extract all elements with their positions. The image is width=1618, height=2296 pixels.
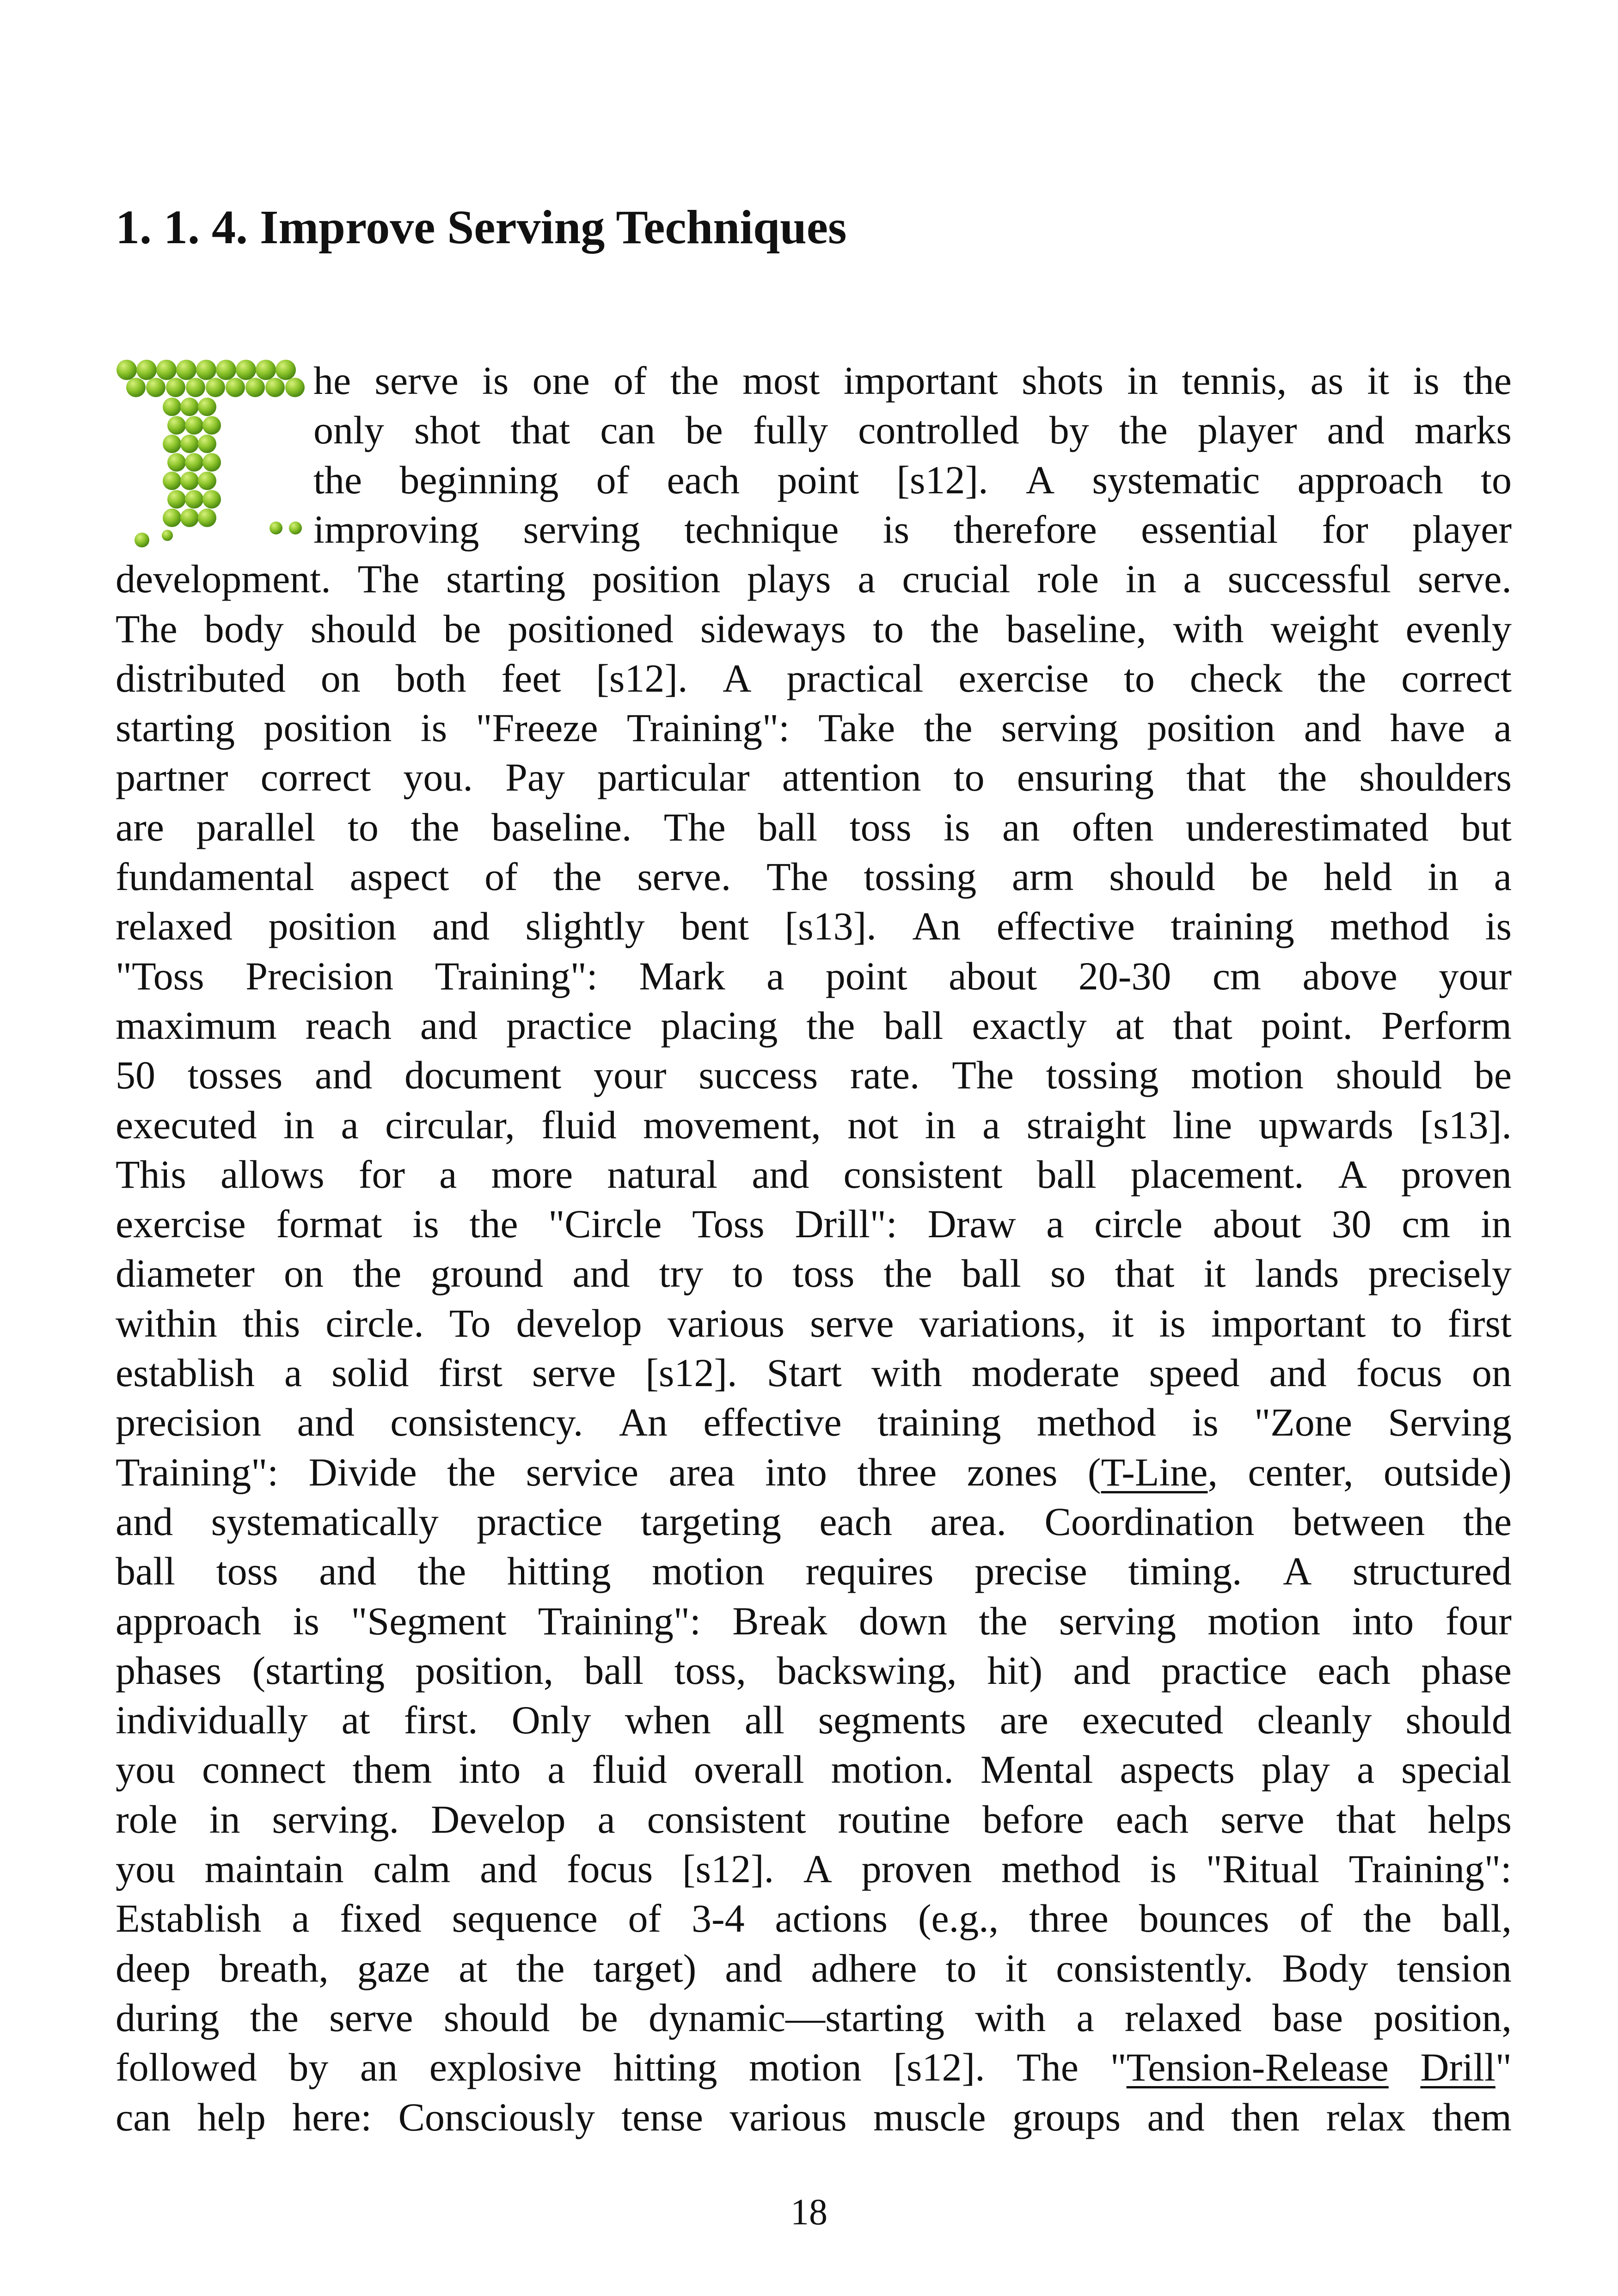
tennis-ball-icon [180, 472, 199, 490]
text-line: improving serving technique is therefore essential for player [313, 507, 1512, 552]
tennis-ball-icon [276, 360, 296, 380]
tennis-ball-icon [202, 490, 221, 509]
text-line: maximum reach and practice placing the ball exactly at that point. Perform [116, 1003, 1512, 1048]
text-line: individually at first. Only when all segments are executed cleanly should [116, 1698, 1512, 1743]
tennis-ball-icon [270, 522, 282, 534]
tennis-ball-icon [206, 378, 225, 397]
text-line: exercise format is the "Circle Toss Drill": Draw a circle about 30 cm in [116, 1202, 1512, 1246]
text-line: 50 tosses and document your success rate. The tossing motion should be [116, 1053, 1512, 1098]
tennis-ball-icon [185, 416, 203, 435]
tennis-ball-icon [163, 435, 181, 453]
text-line: distributed on both feet [s12]. A practical exercise to check the correct [116, 656, 1512, 700]
tennis-ball-icon [185, 490, 203, 509]
text-line: fundamental aspect of the serve. The tossing arm should be held in a [116, 854, 1512, 899]
tennis-ball-icon [289, 522, 302, 534]
tennis-ball-icon [236, 360, 256, 380]
tennis-ball-drop-cap-T [116, 356, 311, 555]
tennis-ball-icon [216, 360, 236, 380]
text-line: only shot that can be fully controlled by the player and marks [313, 408, 1512, 453]
text-line: establish a solid first serve [s12]. Start with moderate speed and focus on [116, 1351, 1512, 1395]
tennis-ball-icon [135, 533, 149, 547]
tennis-ball-icon [265, 378, 285, 397]
tennis-ball-icon [146, 378, 165, 397]
text-line: "Toss Precision Training": Mark a point about 20-30 cm above your [116, 953, 1512, 998]
tennis-ball-icon [167, 490, 186, 509]
text-line: he serve is one of the most important shots in tennis, as it is the [313, 358, 1512, 403]
text-line: and systematically practice targeting each area. Coordination between the [116, 1499, 1512, 1544]
tennis-ball-icon [180, 398, 199, 416]
text-line: precision and consistency. An effective training method is "Zone Serving [116, 1400, 1512, 1445]
tennis-ball-icon [245, 378, 265, 397]
tennis-ball-icon [198, 398, 216, 416]
section-heading: 1. 1. 4. Improve Serving Techniques [116, 201, 847, 254]
tennis-ball-icon [136, 360, 157, 380]
tennis-ball-icon [185, 453, 203, 472]
text-line: you maintain calm and focus [s12]. A proven method is "Ritual Training": [116, 1847, 1512, 1891]
tennis-ball-icon [198, 435, 216, 453]
text-line: phases (starting position, ball toss, backswing, hit) and practice each phase [116, 1648, 1512, 1693]
tennis-ball-icon [198, 509, 216, 527]
text-line: Training": Divide the service area into three zones (T-Line, center, outside) [116, 1449, 1512, 1494]
tennis-ball-icon [202, 416, 221, 435]
text-line: relaxed position and slightly bent [s13]. An effective training method is [116, 904, 1512, 949]
tennis-ball-icon [202, 453, 221, 472]
text-line: This allows for a more natural and consistent ball placement. A proven [116, 1152, 1512, 1197]
tennis-ball-icon [163, 472, 181, 490]
text-line: partner correct you. Pay particular attention to ensuring that the shoulders [116, 755, 1512, 800]
text-line: development. The starting position plays a crucial role in a successful serve. [116, 557, 1512, 602]
page-number: 18 [791, 2192, 827, 2233]
text-line: during the serve should be dynamic—starting with a relaxed base position, [116, 1995, 1512, 2040]
tennis-ball-icon [186, 378, 205, 397]
text-line: you connect them into a fluid overall motion. Mental aspects play a special [116, 1747, 1512, 1792]
text-line: can help here: Consciously tense various muscle groups and then relax them [116, 2094, 1512, 2139]
text-line: role in serving. Develop a consistent routine before each serve that helps [116, 1797, 1512, 1842]
tennis-ball-icon [285, 378, 305, 397]
tennis-ball-icon [163, 509, 181, 527]
text-line: followed by an explosive hitting motion [s12]. The "Tension-Release Drill" [116, 2045, 1512, 2090]
tennis-ball-icon [196, 360, 216, 380]
text-line: within this circle. To develop various serve variations, it is important to first [116, 1301, 1512, 1345]
tennis-ball-icon [167, 453, 186, 472]
tennis-ball-icon [198, 472, 216, 490]
text-line: the beginning of each point [s12]. A systematic approach to [313, 457, 1512, 502]
text-line: Establish a fixed sequence of 3-4 actions (e.g., three bounces of the ball, [116, 1896, 1512, 1941]
tennis-ball-icon [163, 398, 181, 416]
tennis-ball-icon [180, 509, 199, 527]
tennis-ball-icon [180, 435, 199, 453]
text-line: executed in a circular, fluid movement, not in a straight line upwards [s13]. [116, 1102, 1512, 1147]
tennis-ball-icon [167, 416, 186, 435]
text-line: The body should be positioned sideways to the baseline, with weight evenly [116, 606, 1512, 651]
text-line: deep breath, gaze at the target) and adhere to it consistently. Body tension [116, 1946, 1512, 1990]
tennis-ball-icon [256, 360, 276, 380]
text-line: starting position is "Freeze Training": Take the serving position and have a [116, 706, 1512, 750]
text-line: ball toss and the hitting motion requires precise timing. A structured [116, 1549, 1512, 1594]
tennis-ball-icon [226, 378, 245, 397]
tennis-ball-icon [162, 530, 173, 541]
text-line: diameter on the ground and try to toss the ball so that it lands precisely [116, 1251, 1512, 1296]
tennis-ball-icon [176, 360, 196, 380]
tennis-ball-icon [116, 360, 137, 380]
tennis-ball-icon [126, 378, 146, 397]
tennis-ball-icon [156, 360, 177, 380]
tennis-ball-icon [166, 378, 185, 397]
text-line: approach is "Segment Training": Break down the serving motion into four [116, 1598, 1512, 1643]
text-line: are parallel to the baseline. The ball toss is an often underestimated but [116, 804, 1512, 849]
